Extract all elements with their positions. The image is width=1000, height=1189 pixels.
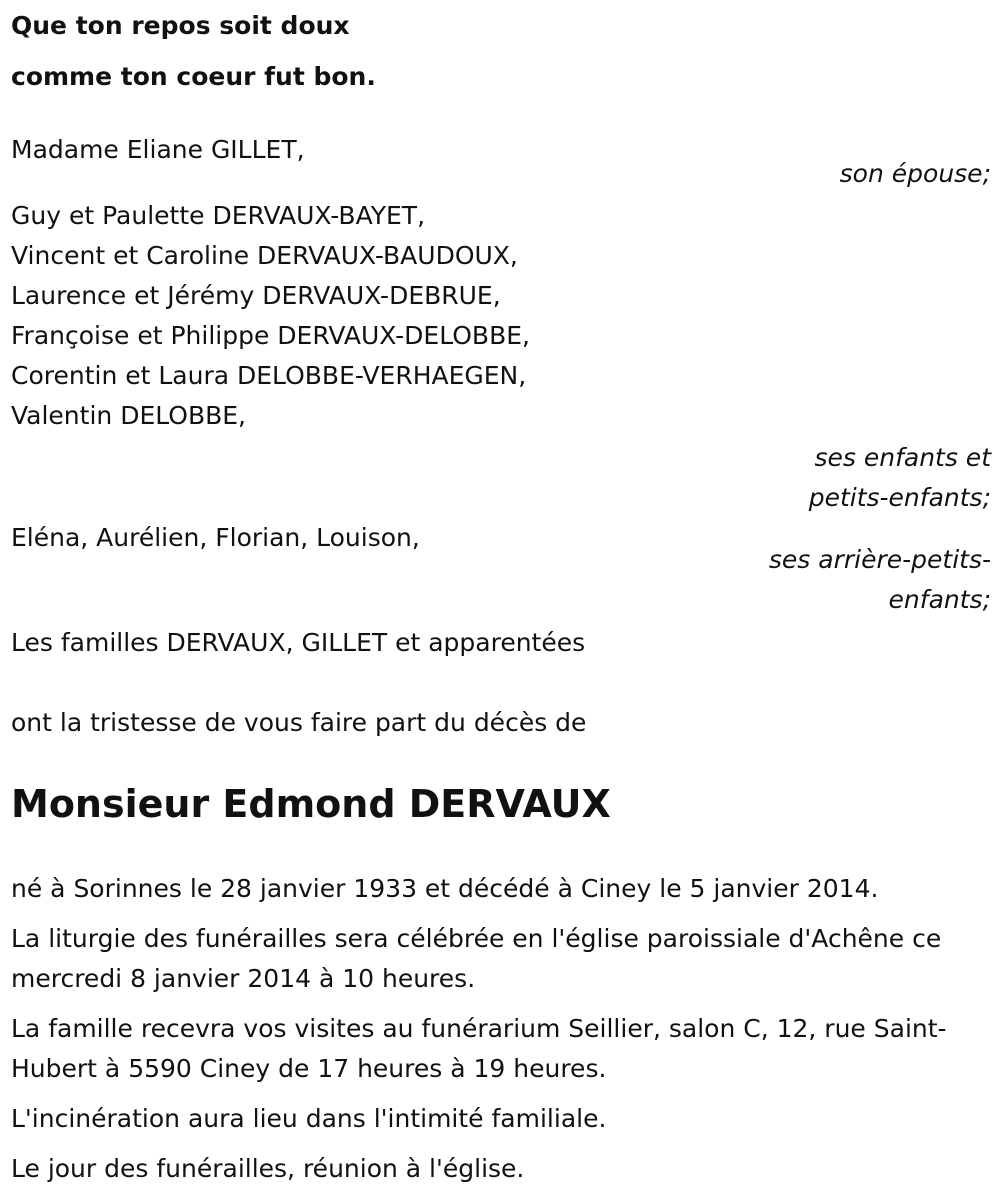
birth-death-dates: né à Sorinnes le 28 janvier 1933 et décédé à Ciney le 5 janvier 2014. — [11, 874, 879, 903]
children-role-line-2: petits-enfants; — [808, 483, 991, 512]
great-grandchildren-role-line-1: ses arrière-petits- — [768, 545, 991, 574]
epigraph — [11, 0, 991, 102]
epigraph-line-1: Que ton repos soit doux — [11, 11, 350, 40]
great-grandchildren-names: Eléna, Aurélien, Florian, Louison, — [11, 523, 420, 552]
cremation-info: L'incinération aura lieu dans l'intimité familiale. — [11, 1104, 607, 1133]
wife-name: Madame Eliane GILLET, — [11, 135, 305, 164]
liturgy-info: La liturgie des funérailles sera célébrée en l'église paroissiale d'Achêne ce mercredi 8 janvier 2014 à 10 heures. — [11, 924, 942, 993]
deceased-name: Monsieur Edmond DERVAUX — [11, 782, 611, 826]
great-grandchildren-role-line-2: enfants; — [888, 585, 991, 614]
obituary-notice — [11, 0, 991, 1189]
announcement-line: ont la tristesse de vous faire part du décès de — [11, 708, 587, 737]
child-couple: Françoise et Philippe DERVAUX-DELOBBE, — [11, 321, 530, 350]
child-couple: Guy et Paulette DERVAUX-BAYET, — [11, 201, 426, 230]
wife-role: son épouse; — [839, 159, 991, 188]
meeting-info: Le jour des funérailles, réunion à l'église. — [11, 1154, 525, 1183]
child-couple: Vincent et Caroline DERVAUX-BAUDOUX, — [11, 241, 518, 270]
grandchild: Valentin DELOBBE, — [11, 401, 246, 430]
child-couple: Laurence et Jérémy DERVAUX-DEBRUE, — [11, 281, 501, 310]
children-block — [11, 196, 991, 518]
children-role — [11, 438, 991, 518]
great-grandchildren-block — [11, 518, 991, 620]
grandchild-couple: Corentin et Laura DELOBBE-VERHAEGEN, — [11, 361, 527, 390]
visitation-info: La famille recevra vos visites au funérarium Seillier, salon C, 12, rue Saint-Hubert à 5590 Ciney de 17 heures à 19 heures. — [11, 1014, 947, 1083]
epigraph-line-2: comme ton coeur fut bon. — [11, 62, 376, 91]
wife-block — [11, 130, 991, 194]
families-line: Les familles DERVAUX, GILLET et apparentées — [11, 628, 586, 657]
funeral-details — [11, 869, 991, 1189]
children-role-line-1: ses enfants et — [814, 443, 991, 472]
